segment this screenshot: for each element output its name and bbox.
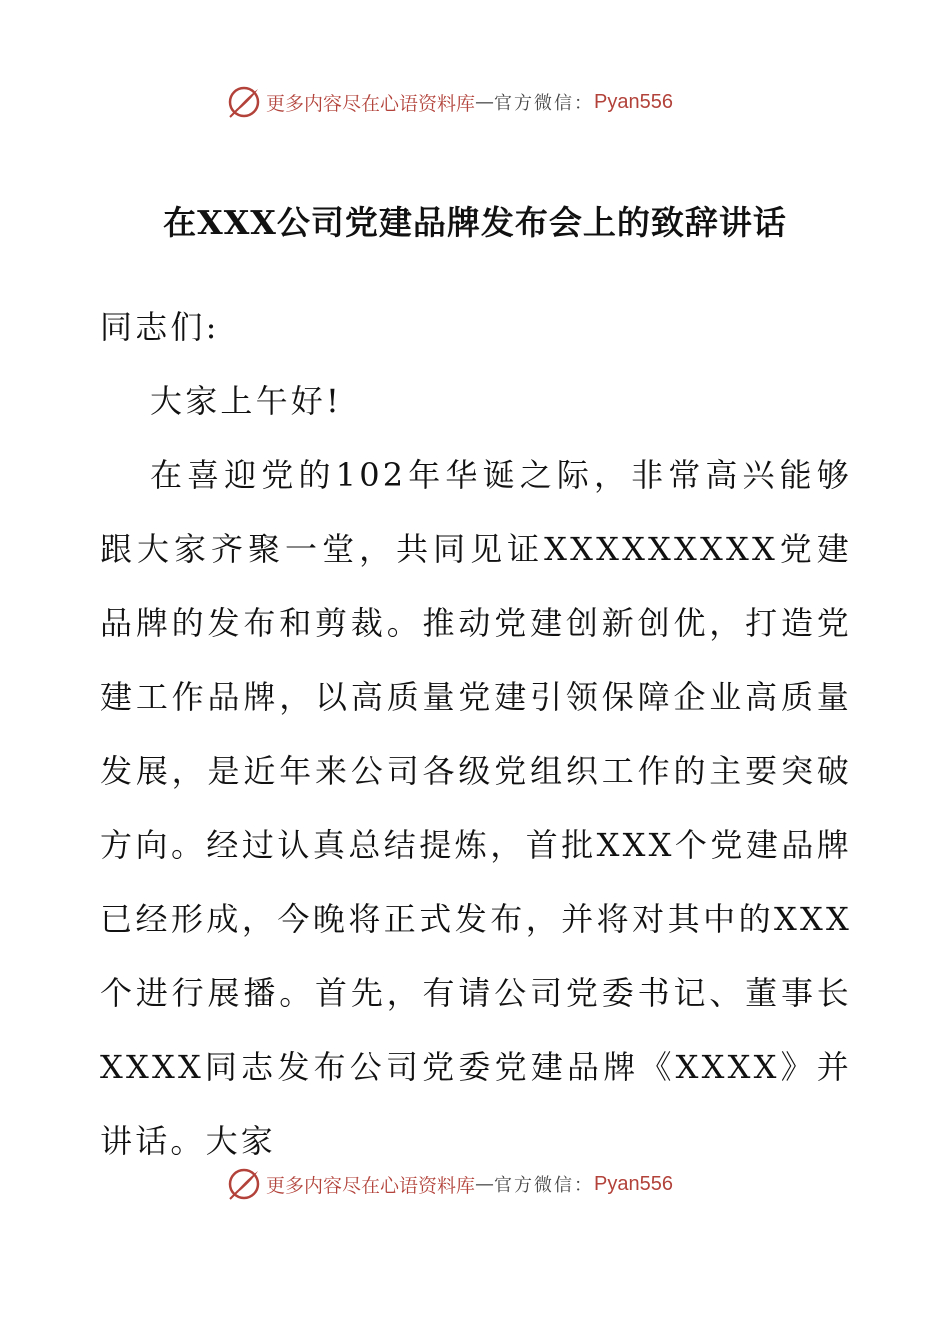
quill-pen-logo-icon xyxy=(226,84,262,120)
document-title: 在XXX公司党建品牌发布会上的致辞讲话 xyxy=(163,203,787,242)
header-watermark xyxy=(226,82,673,122)
watermark-id: Pyan556 xyxy=(594,90,673,113)
watermark-label: 官方微信： xyxy=(494,1175,595,1196)
watermark-dash: — xyxy=(475,91,495,113)
body-paragraph: 在喜迎党的102年华诞之际，非常高兴能够跟大家齐聚一堂，共同见证XXXXXXXXX党建品牌的发布和剪裁。推动党建创新创优，打造党建工作品牌，以高质量党建引领保障企业高质量发展，是近年来公司各级党组织工作的主要突破方向。经过认真总结提炼，首批XXX个党建品牌已经形成，今晚将正式发布，并将对其中的XXX个进行展播。首先，有请公司党委书记、董事长XXXX同志发布公司党委党建品牌《XXXX》并讲话。大家 xyxy=(100,456,852,1160)
watermark-text: 更多内容尽在心语资料库 xyxy=(266,92,476,115)
footer-watermark xyxy=(226,1164,673,1204)
greeting: 大家上午好! xyxy=(150,382,343,420)
salutation: 同志们: xyxy=(100,308,220,346)
watermark-label: 官方微信： xyxy=(494,93,595,114)
watermark-id: Pyan556 xyxy=(594,1172,673,1195)
document-body xyxy=(100,290,852,1178)
watermark-dash: — xyxy=(475,1173,495,1195)
watermark-text: 更多内容尽在心语资料库 xyxy=(266,1174,476,1197)
quill-pen-logo-icon xyxy=(226,1166,262,1202)
